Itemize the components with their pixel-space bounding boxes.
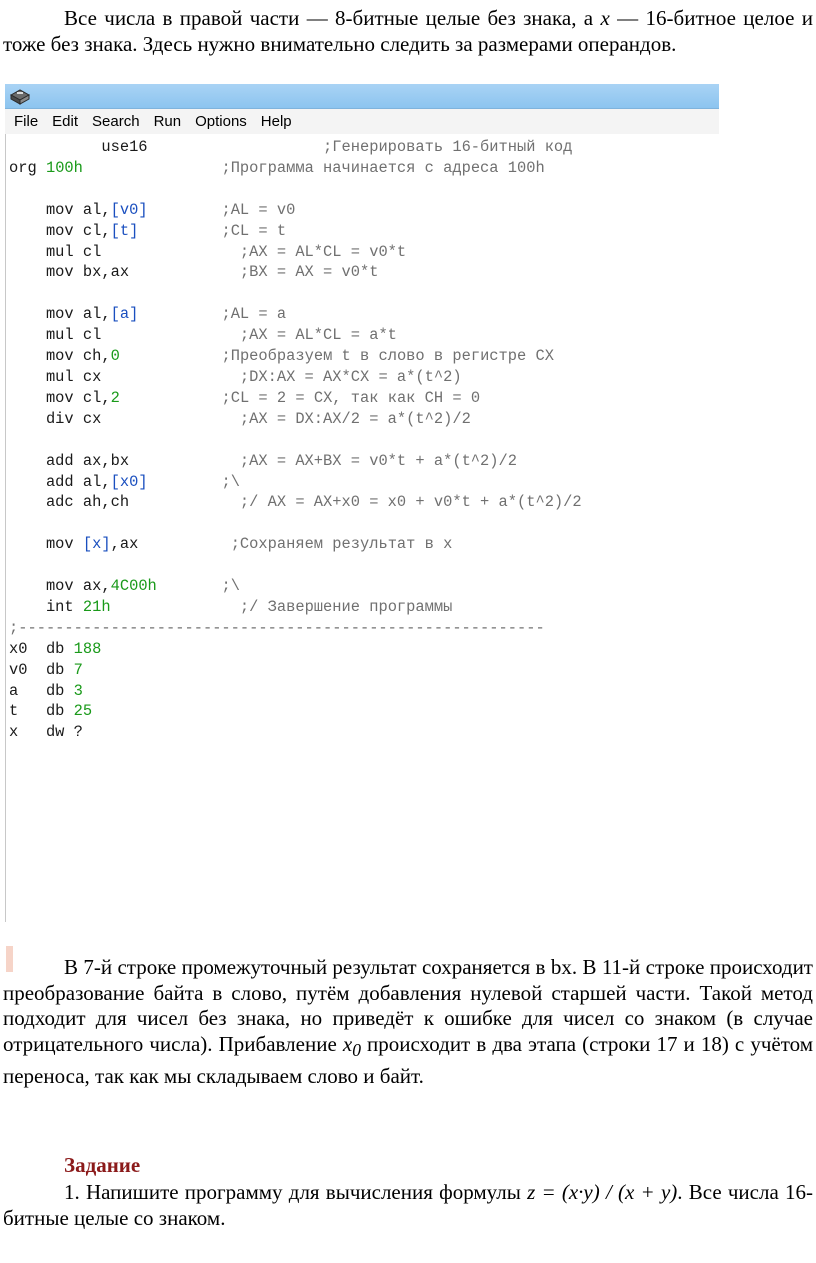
code-token: t db — [9, 702, 74, 721]
code-token: ;DX:AX = AX*CX = a*(t^2) — [239, 367, 462, 386]
code-token: mul cx — [9, 367, 240, 386]
code-token: ;\ — [221, 577, 240, 596]
code-token — [138, 305, 221, 323]
code-token: ;Сохраняем результат в x — [230, 535, 453, 554]
code-token — [120, 347, 222, 365]
code-token: 0 — [110, 347, 120, 366]
var-x0 — [342, 1031, 361, 1060]
code-token: 100h — [45, 158, 83, 177]
code-token: x dw ? — [9, 723, 83, 742]
code-line — [9, 325, 720, 346]
menu-file[interactable]: File — [14, 113, 39, 130]
code-token: 4C00h — [110, 577, 157, 596]
code-line — [9, 262, 720, 283]
code-token: use16 — [9, 138, 324, 156]
code-token: [x0] — [110, 472, 148, 491]
code-token: 25 — [73, 702, 93, 721]
code-line — [9, 639, 720, 660]
code-token — [148, 201, 222, 219]
code-editor-window — [5, 84, 719, 922]
code-token: a db — [9, 681, 74, 700]
code-line — [9, 618, 720, 639]
code-line — [9, 409, 720, 430]
code-line — [9, 430, 720, 451]
code-line — [9, 283, 720, 304]
code-token: div cx — [9, 409, 240, 428]
code-listing[interactable] — [6, 134, 720, 743]
task-text-prefix: 1. Напишите программу для вычисления формулы — [64, 1180, 528, 1204]
code-token: mov al, — [9, 305, 111, 324]
code-token: ;CL = t — [221, 221, 287, 240]
explanation-text-2: происходит в два этапа (строки 17 и 18) с учётом переноса, так как мы складываем слово и байт. — [3, 1031, 813, 1088]
code-token: mov ax, — [9, 577, 111, 596]
code-token: mov bx,ax — [9, 263, 240, 282]
task-heading: Задание — [64, 1153, 141, 1177]
code-token: ;\ — [221, 472, 240, 491]
code-line — [9, 388, 720, 409]
code-token: [a] — [110, 305, 139, 324]
code-token — [138, 222, 221, 240]
code-token: mul cl — [9, 242, 240, 261]
code-line — [9, 513, 720, 534]
explanation-text-1: В 7-й строке промежуточный результат сохраняется в bx. В 11-й строке происходит преобразование байта в слово, путём добавления нулевой старшей части. Такой метод подходит для чисел без знака, но приведёт к ошибке для чисел со знаком (в случае отрицательного числа). Прибавление — [3, 955, 813, 1056]
code-token: ;/ AX = AX+x0 = x0 + v0*t + a*(t^2)/2 — [239, 493, 582, 512]
code-token: ;--------------------------------------------------------- — [9, 618, 545, 637]
code-line — [9, 200, 720, 221]
code-token: 3 — [73, 681, 83, 700]
code-token: ;/ Завершение программы — [239, 597, 453, 616]
code-line — [9, 660, 720, 681]
task-text-suffix: . Все числа 16-битные целые со знаком. — [3, 1180, 813, 1230]
code-token: 2 — [110, 388, 120, 407]
code-token: ;BX = AX = v0*t — [239, 263, 379, 282]
code-token: [t] — [110, 221, 139, 240]
editor-app-icon[interactable] — [9, 86, 31, 106]
code-line — [9, 681, 720, 702]
editor-menu-bar — [5, 109, 719, 135]
code-token: ;AX = DX:AX/2 = a*(t^2)/2 — [239, 409, 471, 428]
code-token: int — [9, 597, 83, 616]
code-text-area[interactable] — [5, 134, 720, 922]
code-line — [9, 492, 720, 513]
menu-edit[interactable]: Edit — [52, 113, 79, 130]
code-token: mov al, — [9, 200, 111, 219]
code-token: mov cl, — [9, 388, 111, 407]
code-token: adc ah,ch — [9, 493, 240, 512]
code-token: ;Программа начинается с адреса 100h — [221, 158, 545, 177]
code-token: add al, — [9, 472, 111, 491]
code-token: ;AX = AX+BX = v0*t + a*(t^2)/2 — [239, 451, 517, 470]
code-line — [9, 701, 720, 722]
code-token: mov cl, — [9, 221, 111, 240]
code-token: ;CL = 2 = CX, так как CH = 0 — [221, 388, 481, 407]
menu-search[interactable]: Search — [92, 113, 140, 130]
menu-run[interactable]: Run — [153, 113, 182, 130]
code-token: [v0] — [110, 200, 148, 219]
code-line — [9, 179, 720, 200]
code-token: [x] — [82, 535, 111, 554]
intro-text-2: — 16-битное целое и тоже без знака. Здесь нужно внимательно следить за размерами операндов. — [3, 6, 813, 56]
code-line — [9, 472, 720, 493]
code-token — [120, 389, 222, 407]
code-token — [111, 598, 240, 616]
code-token: v0 db — [9, 660, 74, 679]
intro-var-x: x — [600, 6, 610, 30]
code-line — [9, 346, 720, 367]
code-token — [148, 473, 222, 491]
code-token: 188 — [73, 639, 102, 658]
code-token: ;AX = AL*CL = a*t — [239, 326, 397, 345]
code-token: ;AL = a — [221, 305, 287, 324]
menu-help[interactable]: Help — [260, 113, 292, 130]
code-line — [9, 597, 720, 618]
code-line — [9, 221, 720, 242]
task-formula: z = (x·y) / (x + y) — [527, 1180, 678, 1204]
code-token: 21h — [82, 597, 111, 616]
var-x0-subscript: 0 — [352, 1039, 361, 1060]
code-token: mul cl — [9, 326, 240, 345]
code-line — [9, 304, 720, 325]
var-x0-base: x — [342, 1031, 353, 1056]
code-token: ;Генерировать 16-битный код — [323, 138, 573, 156]
code-line — [9, 158, 720, 179]
code-line — [9, 576, 720, 597]
code-line — [9, 451, 720, 472]
code-token: 7 — [73, 660, 83, 679]
intro-paragraph — [3, 6, 813, 57]
code-line — [9, 555, 720, 576]
explanation-paragraph — [3, 955, 813, 1089]
intro-text-1: Все числа в правой части — 8-битные целые без знака, а — [64, 6, 601, 30]
code-token: mov ch, — [9, 347, 111, 366]
code-token: ;AX = AL*CL = v0*t — [239, 242, 407, 261]
code-token: ,ax — [110, 535, 231, 554]
code-token: add ax,bx — [9, 451, 240, 470]
code-token: ;AL = v0 — [221, 200, 296, 219]
code-token: org — [9, 158, 46, 177]
code-line — [9, 137, 720, 158]
editor-title-bar — [5, 84, 719, 109]
task-paragraph — [3, 1180, 813, 1231]
code-token: ;Преобразуем t в слово в регистре CX — [221, 347, 554, 366]
code-token: mov — [9, 535, 83, 554]
code-token — [83, 159, 222, 177]
code-line — [9, 367, 720, 388]
menu-options[interactable]: Options — [195, 113, 247, 130]
code-line — [9, 534, 720, 555]
code-token — [157, 577, 222, 595]
code-line — [9, 242, 720, 263]
code-line — [9, 722, 720, 743]
code-token: x0 db — [9, 639, 74, 658]
